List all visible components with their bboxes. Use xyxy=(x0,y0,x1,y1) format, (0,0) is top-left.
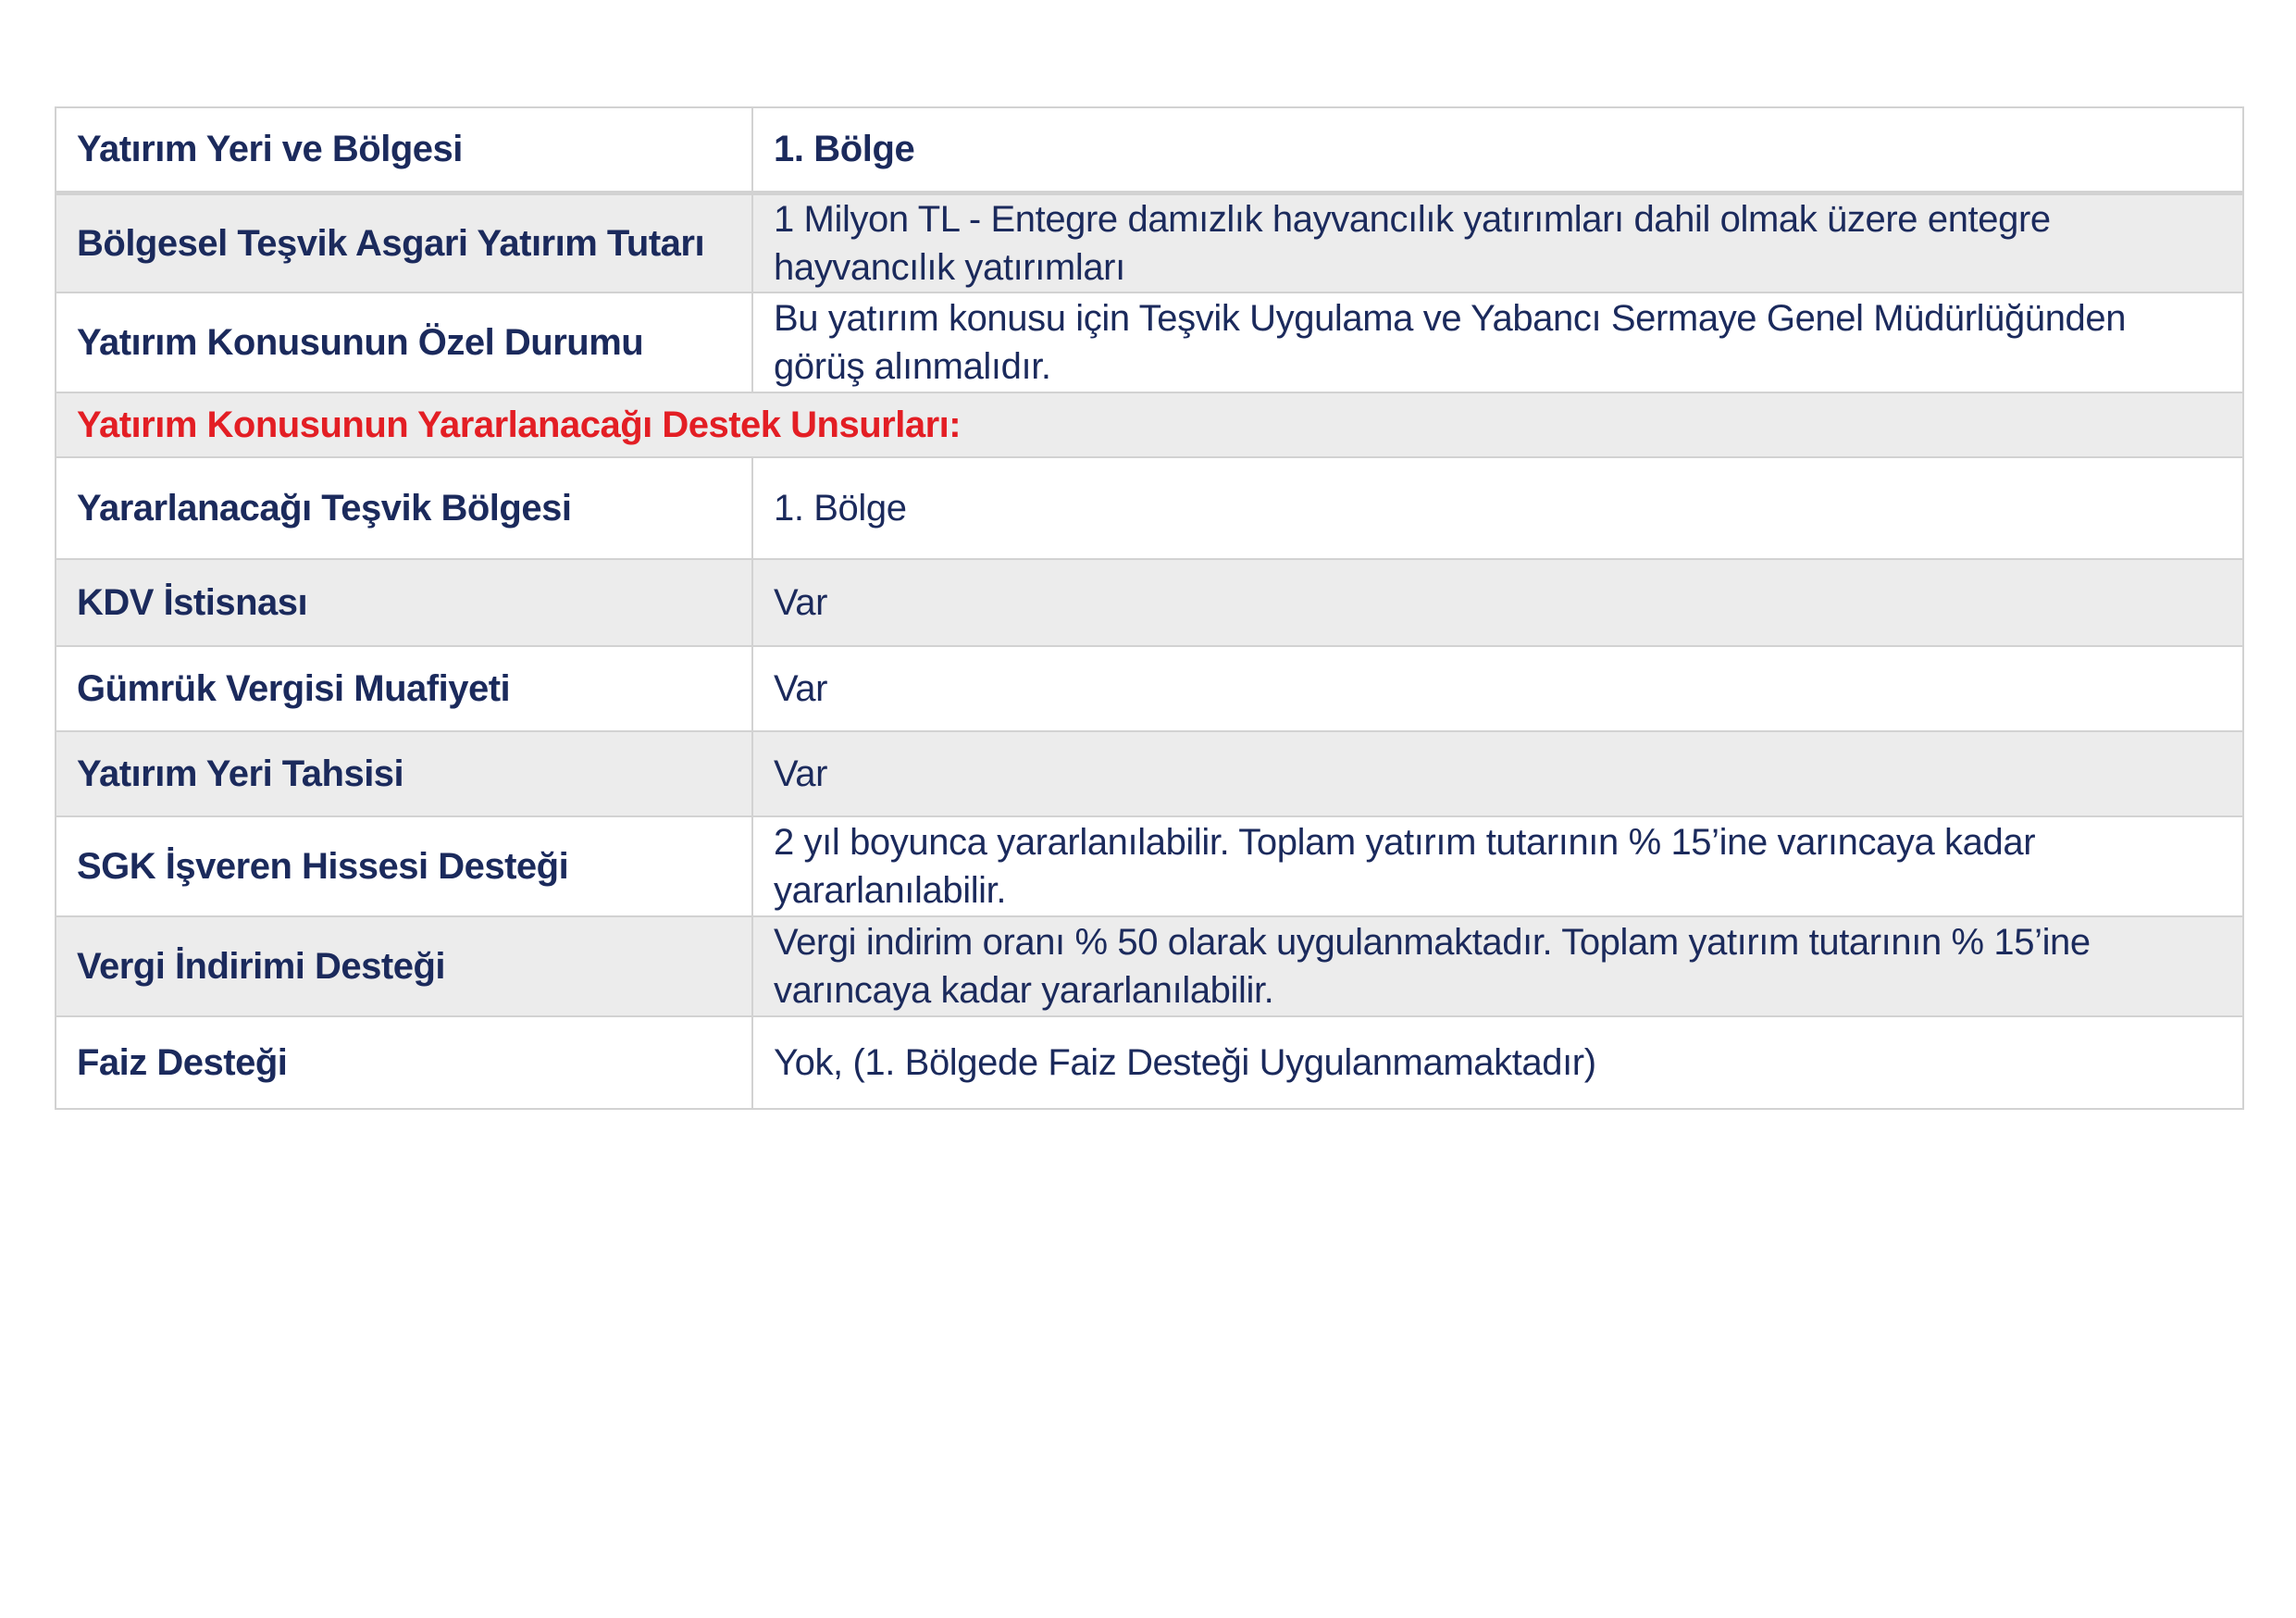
table-row xyxy=(56,457,2243,559)
section-title: Yatırım Konusunun Yararlanacağı Destek Unsurları: xyxy=(77,404,962,445)
header-value-cell xyxy=(752,107,2243,193)
row-label: Faiz Desteği xyxy=(77,1042,288,1083)
row-label: Vergi İndirimi Desteği xyxy=(77,946,446,987)
section-title-cell xyxy=(56,392,2243,457)
table-row xyxy=(56,292,2243,392)
incentive-table xyxy=(55,106,2244,1110)
row-label: Gümrük Vergisi Muafiyeti xyxy=(77,668,511,709)
row-value-cell xyxy=(752,559,2243,646)
row-value-cell xyxy=(752,193,2243,292)
row-label-cell xyxy=(56,816,752,916)
table-row xyxy=(56,916,2243,1016)
row-value: Vergi indirim oranı % 50 olarak uygulanmaktadır. Toplam yatırım tutarının % 15’ine varıncaya kadar yararlanılabilir. xyxy=(774,922,2091,1011)
row-label-cell xyxy=(56,559,752,646)
row-value: 1. Bölge xyxy=(774,488,907,529)
table-row xyxy=(56,731,2243,816)
row-value-cell xyxy=(752,731,2243,816)
row-label: Yararlanacağı Teşvik Bölgesi xyxy=(77,488,572,529)
row-value-cell xyxy=(752,292,2243,392)
row-label: Yatırım Yeri Tahsisi xyxy=(77,753,404,794)
row-value: 1 Milyon TL - Entegre damızlık hayvancılık yatırımları dahil olmak üzere entegre hayvancılık yatırımları xyxy=(774,198,2051,288)
row-value: Var xyxy=(774,753,828,794)
row-value: Var xyxy=(774,582,828,623)
row-value: Yok, (1. Bölgede Faiz Desteği Uygulanmamaktadır) xyxy=(774,1042,1596,1083)
row-label: Yatırım Konusunun Özel Durumu xyxy=(77,322,644,363)
row-value: Bu yatırım konusu için Teşvik Uygulama ve Yabancı Sermaye Genel Müdürlüğünden görüş alınmalıdır. xyxy=(774,298,2127,387)
table-row xyxy=(56,646,2243,731)
row-value-cell xyxy=(752,457,2243,559)
row-value-cell xyxy=(752,646,2243,731)
row-label-cell xyxy=(56,292,752,392)
row-value: Var xyxy=(774,668,828,709)
header-label: Yatırım Yeri ve Bölgesi xyxy=(77,129,463,170)
row-value-cell xyxy=(752,816,2243,916)
table-row xyxy=(56,816,2243,916)
row-value-cell xyxy=(752,916,2243,1016)
row-label-cell xyxy=(56,731,752,816)
table-row xyxy=(56,1016,2243,1109)
header-label-cell xyxy=(56,107,752,193)
header-value: 1. Bölge xyxy=(774,129,915,170)
row-label: KDV İstisnası xyxy=(77,582,308,623)
table-row xyxy=(56,559,2243,646)
table-row xyxy=(56,193,2243,292)
row-value: 2 yıl boyunca yararlanılabilir. Toplam yatırım tutarının % 15’ine varıncaya kadar yararlanılabilir. xyxy=(774,822,2036,911)
row-label-cell xyxy=(56,193,752,292)
table-row-header xyxy=(56,107,2243,193)
section-title-row xyxy=(56,392,2243,457)
row-label-cell xyxy=(56,646,752,731)
row-label-cell xyxy=(56,457,752,559)
row-label-cell xyxy=(56,916,752,1016)
row-value-cell xyxy=(752,1016,2243,1109)
row-label: Bölgesel Teşvik Asgari Yatırım Tutarı xyxy=(77,222,705,264)
row-label-cell xyxy=(56,1016,752,1109)
row-label: SGK İşveren Hissesi Desteği xyxy=(77,846,569,887)
